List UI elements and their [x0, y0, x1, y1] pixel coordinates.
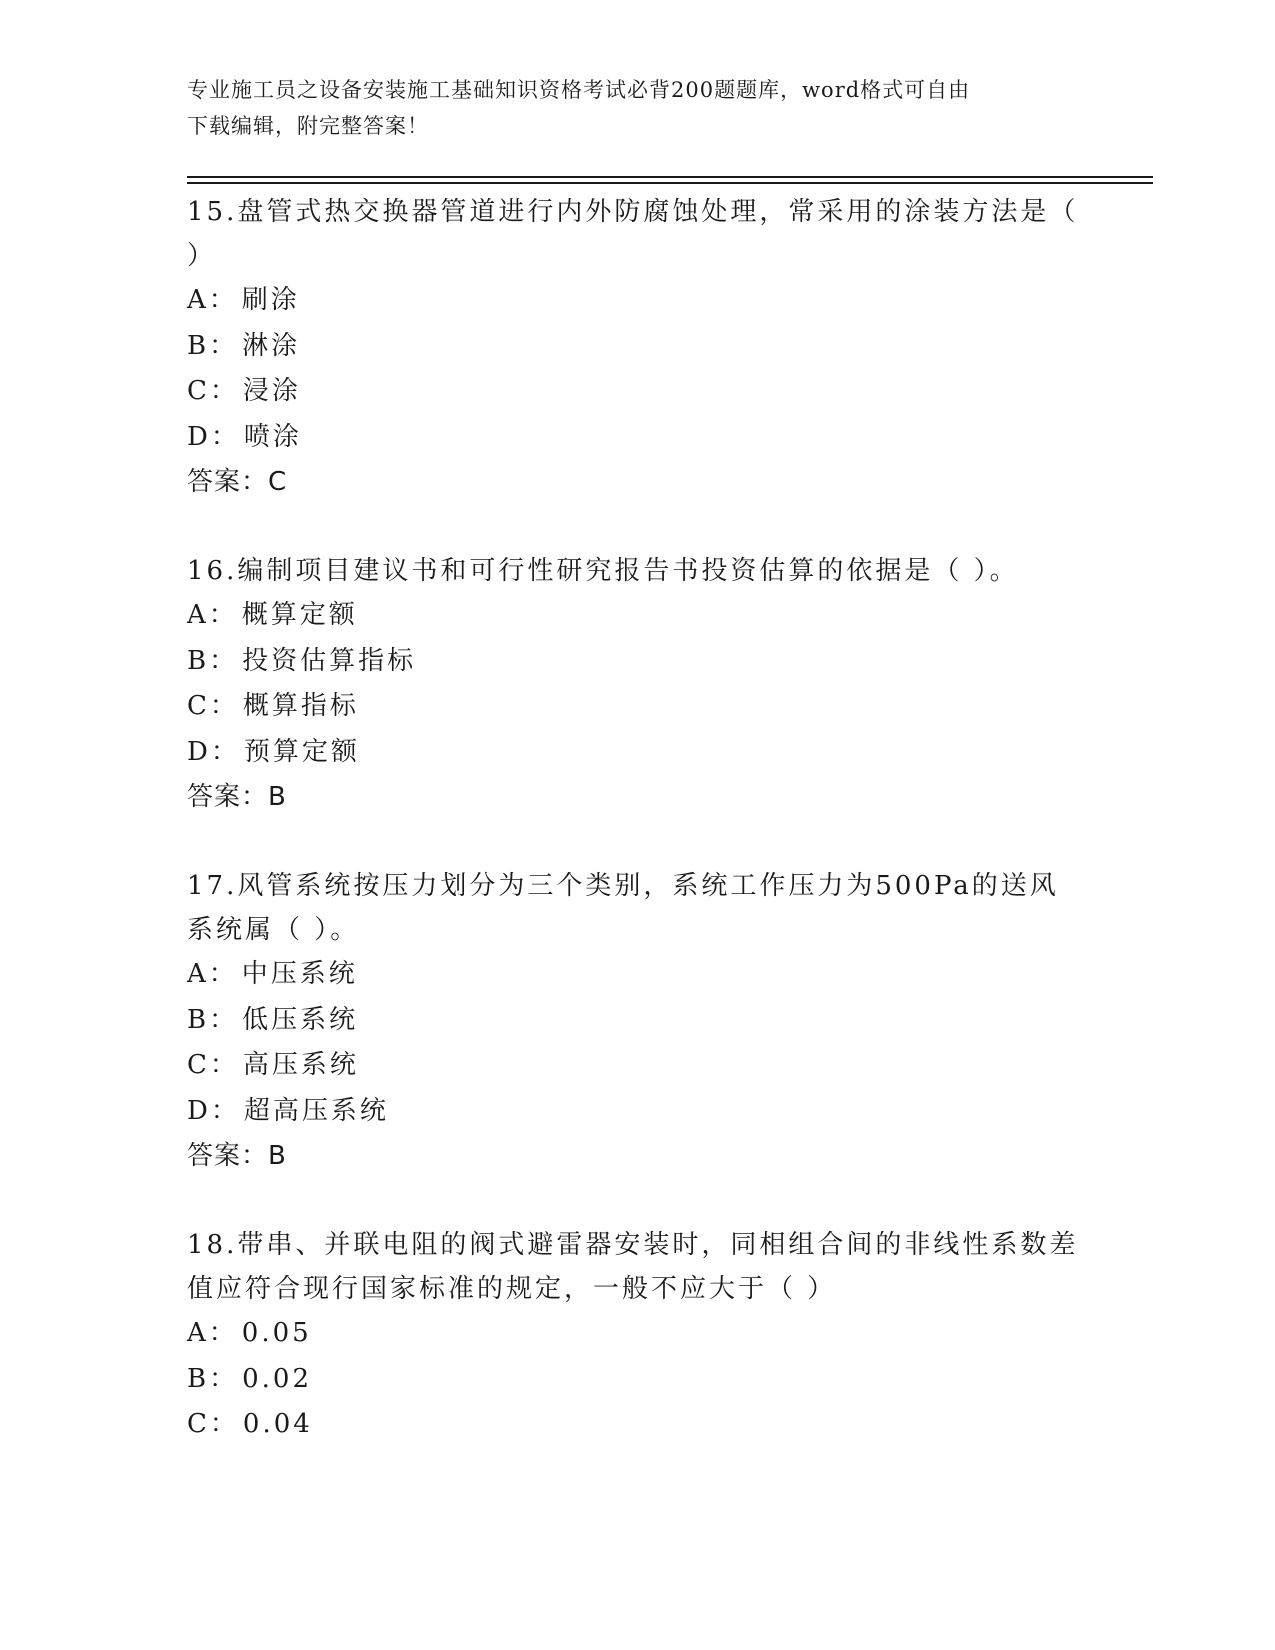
option-a	[187, 593, 1087, 639]
option-d	[187, 1089, 1087, 1135]
option-c	[187, 369, 1087, 415]
option-b	[187, 1357, 1087, 1403]
header-line-2: 下载编辑，附完整答案！	[187, 114, 429, 138]
option-d	[187, 730, 1087, 776]
option-letter: A：	[187, 600, 238, 630]
question-18	[187, 1223, 1087, 1448]
option-c	[187, 1043, 1087, 1089]
option-a	[187, 278, 1087, 324]
question-text: 18.带串、并联电阻的阀式避雷器安装时，同相组合间的非线性系数差值应符合现行国家标准的规定，一般不应大于（ ）	[187, 1230, 1079, 1304]
option-letter: B：	[187, 330, 239, 361]
answer-label: 答案：B	[187, 1141, 287, 1171]
option-text: 投资估算指标	[242, 645, 417, 676]
option-text: 刷涂	[241, 285, 300, 315]
header-divider-bottom	[187, 182, 1153, 184]
option-text: 0.05	[241, 1318, 312, 1348]
answer-label: 答案：B	[187, 782, 287, 812]
answer-label: 答案：C	[187, 467, 288, 497]
option-text: 喷涂	[243, 421, 302, 452]
option-text: 概算指标	[242, 691, 359, 721]
option-text: 高压系统	[242, 1050, 359, 1080]
option-letter: D：	[187, 1095, 240, 1126]
option-letter: C：	[187, 1050, 239, 1080]
option-text: 浸涂	[242, 376, 301, 406]
option-c	[187, 1402, 1087, 1448]
option-b	[187, 639, 1087, 685]
header-divider-top	[187, 176, 1153, 178]
option-text: 0.04	[242, 1409, 313, 1439]
document-header	[187, 72, 1067, 144]
option-letter: A：	[187, 285, 238, 315]
option-letter: C：	[187, 376, 239, 406]
option-b	[187, 998, 1087, 1044]
option-a	[187, 952, 1087, 998]
option-letter: B：	[187, 645, 239, 676]
question-text: 17.风管系统按压力划分为三个类别，系统工作压力为500Pa的送风系统属（ ）。	[187, 871, 1059, 945]
option-a	[187, 1311, 1087, 1357]
option-letter: A：	[187, 1318, 238, 1348]
question-16	[187, 549, 1087, 842]
question-list	[187, 190, 1087, 1470]
option-text: 淋涂	[242, 330, 301, 361]
option-text: 预算定额	[243, 736, 360, 767]
option-letter: B：	[187, 1004, 239, 1035]
option-text: 低压系统	[242, 1004, 359, 1035]
option-text: 中压系统	[241, 959, 358, 989]
option-letter: B：	[187, 1363, 239, 1394]
option-d	[187, 415, 1087, 461]
option-letter: C：	[187, 691, 239, 721]
header-line-1: 专业施工员之设备安装施工基础知识资格考试必背200题题库，word格式可自由	[187, 78, 971, 102]
question-15	[187, 190, 1087, 527]
question-text: 15.盘管式热交换器管道进行内外防腐蚀处理，常采用的涂装方法是（ ）	[187, 197, 1079, 271]
option-c	[187, 684, 1087, 730]
option-letter: D：	[187, 736, 240, 767]
option-text: 概算定额	[241, 600, 358, 630]
option-letter: D：	[187, 421, 240, 452]
option-letter: A：	[187, 959, 238, 989]
option-text: 0.02	[242, 1363, 312, 1394]
option-b	[187, 324, 1087, 370]
question-17	[187, 864, 1087, 1201]
option-letter: C：	[187, 1409, 239, 1439]
question-text: 16.编制项目建议书和可行性研究报告书投资估算的依据是（ ）。	[187, 556, 1019, 586]
option-text: 超高压系统	[243, 1095, 389, 1126]
